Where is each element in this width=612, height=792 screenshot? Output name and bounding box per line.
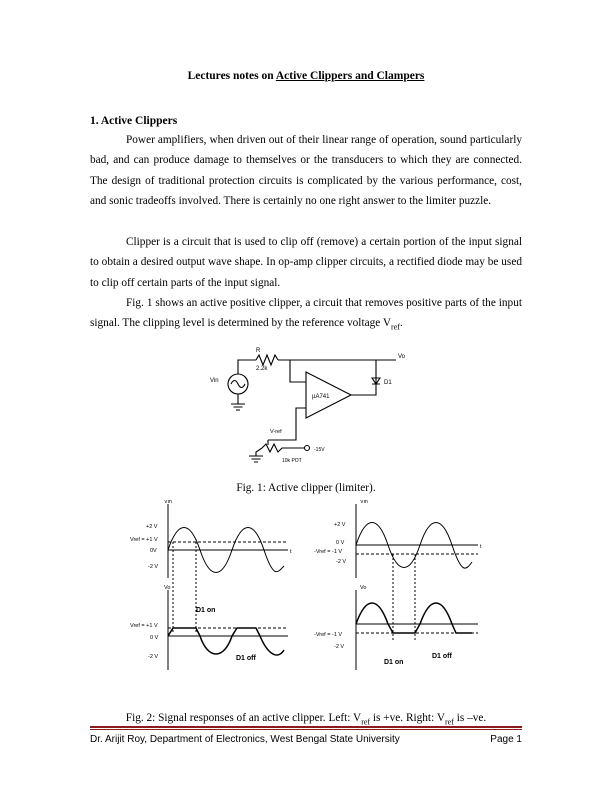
- left-bottom-axes: [168, 590, 288, 670]
- vin-label: Vin: [210, 378, 219, 384]
- figure-2-caption: [0, 712, 612, 726]
- figure-2-signals: [128, 500, 498, 680]
- footer-author: Dr. Arijit Roy, Department of Electronics, West Bengal State University: [90, 734, 400, 745]
- figure-2-caption-mid: is +ve. Right: V: [370, 712, 445, 724]
- resistor-value: 2.2k: [256, 366, 268, 372]
- left-level-3: 0V: [150, 548, 157, 554]
- resistor-symbol: [256, 355, 278, 365]
- paragraph-2-text: Clipper is a circuit that is used to clip off (remove) a certain portion of the input signal to obtain a desired output wave shape. In op-amp clipper circuits, a rectified diode may be used to clip off certain parts of the input signal.: [90, 236, 522, 289]
- page-footer: [90, 734, 522, 745]
- right-top-axes: [356, 504, 478, 578]
- right-level-3: -Vref = -1 V: [314, 549, 343, 555]
- paragraph-1-text: Power amplifiers, when driven out of their linear range of operation, sound particularly bad, and can produce damage to themselves or the transducers to which they are connected. The design of traditional protection circuits is complicated by the various performance, cost, and sonic tradeoffs involved. There is certainly no one right answer to the limiter puzzle.: [90, 134, 522, 208]
- right-d1-off: D1 off: [432, 653, 452, 660]
- left-guide-lines: [173, 542, 196, 632]
- figure-2-caption-sub1: ref: [361, 717, 371, 727]
- ground-icon-2: [249, 456, 263, 462]
- sine-glyph: [231, 381, 245, 388]
- figure-2-caption-sub2: ref: [445, 717, 454, 727]
- title-topic: Active Clippers and Clampers: [275, 70, 425, 82]
- paragraph-1: [90, 130, 522, 212]
- left-top-axes: [168, 504, 288, 578]
- diode-label: D1: [384, 380, 392, 386]
- right-top-axis-label: Vin: [360, 500, 368, 505]
- pot-ground-wire: [256, 448, 262, 456]
- left-d1-on: D1 on: [196, 607, 216, 614]
- ground-icon: [231, 404, 245, 410]
- left-level-4: -2 V: [148, 564, 159, 570]
- left-top-axis-label: Vin: [164, 500, 172, 505]
- pot-end-label: -15V: [314, 447, 325, 453]
- right-bottom-axis-label: Vo: [360, 585, 367, 591]
- right-bottom-clipped: [356, 603, 472, 633]
- section-heading: 1. Active Clippers: [90, 115, 178, 127]
- figure-1-circuit: [196, 340, 436, 475]
- left-out-level-3: -2 V: [148, 654, 159, 660]
- paragraph-2: [90, 232, 522, 293]
- right-out-level-2: -2 V: [334, 644, 345, 650]
- right-top-t-label: t: [480, 544, 482, 550]
- right-level-4: -2 V: [336, 559, 347, 565]
- right-d1-on: D1 on: [384, 659, 404, 666]
- pot-label: 10k POT: [282, 458, 302, 464]
- vo-label: Vo: [398, 354, 406, 360]
- pot-symbol: [262, 444, 304, 452]
- terminal-icon: [305, 446, 310, 451]
- right-out-level-1: -Vref = -1 V: [314, 632, 343, 638]
- left-level-2: Vref = +1 V: [130, 537, 158, 543]
- figure-1-caption: Fig. 1: Active clipper (limiter).: [236, 482, 376, 494]
- paragraph-3-end: .: [399, 317, 403, 330]
- right-level-1: +2 V: [334, 522, 346, 528]
- paragraph-3: [90, 293, 522, 338]
- figure-2-caption-end: is –ve.: [453, 712, 487, 724]
- left-d1-off: D1 off: [236, 655, 256, 662]
- resistor-label: R: [256, 348, 261, 354]
- title-prefix: Lectures notes on: [187, 70, 276, 82]
- left-out-level-1: Vref = +1 V: [130, 623, 158, 629]
- inverting-input-wire: [290, 360, 306, 382]
- figure-2-caption-pre: Fig. 2: Signal responses of an active clipper. Left: V: [125, 712, 362, 724]
- page-title: [0, 70, 612, 82]
- paragraph-3-text: Fig. 1 shows an active positive clipper, a circuit that removes positive parts of the input signal. The clipping level is determined by the reference voltage V: [90, 297, 522, 330]
- opamp-label: µA741: [312, 394, 330, 400]
- noninverting-input-wire: [268, 408, 306, 440]
- vref-label: V-ref: [270, 429, 282, 435]
- right-level-2: 0 V: [336, 540, 345, 546]
- left-bottom-axis-label: Vo: [164, 585, 171, 591]
- footer-rule-thin: [90, 729, 522, 730]
- right-guide-lines: [393, 554, 415, 640]
- left-level-1: +2 V: [146, 524, 158, 530]
- footer-rule-thick: [90, 726, 522, 728]
- footer-page-number: Page 1: [490, 734, 522, 745]
- input-wire: [238, 360, 256, 374]
- left-bottom-clipped: [168, 628, 284, 655]
- left-out-level-2: 0 V: [150, 635, 159, 641]
- paragraph-3-sub: ref: [391, 322, 400, 332]
- left-top-t-label: t: [290, 549, 292, 555]
